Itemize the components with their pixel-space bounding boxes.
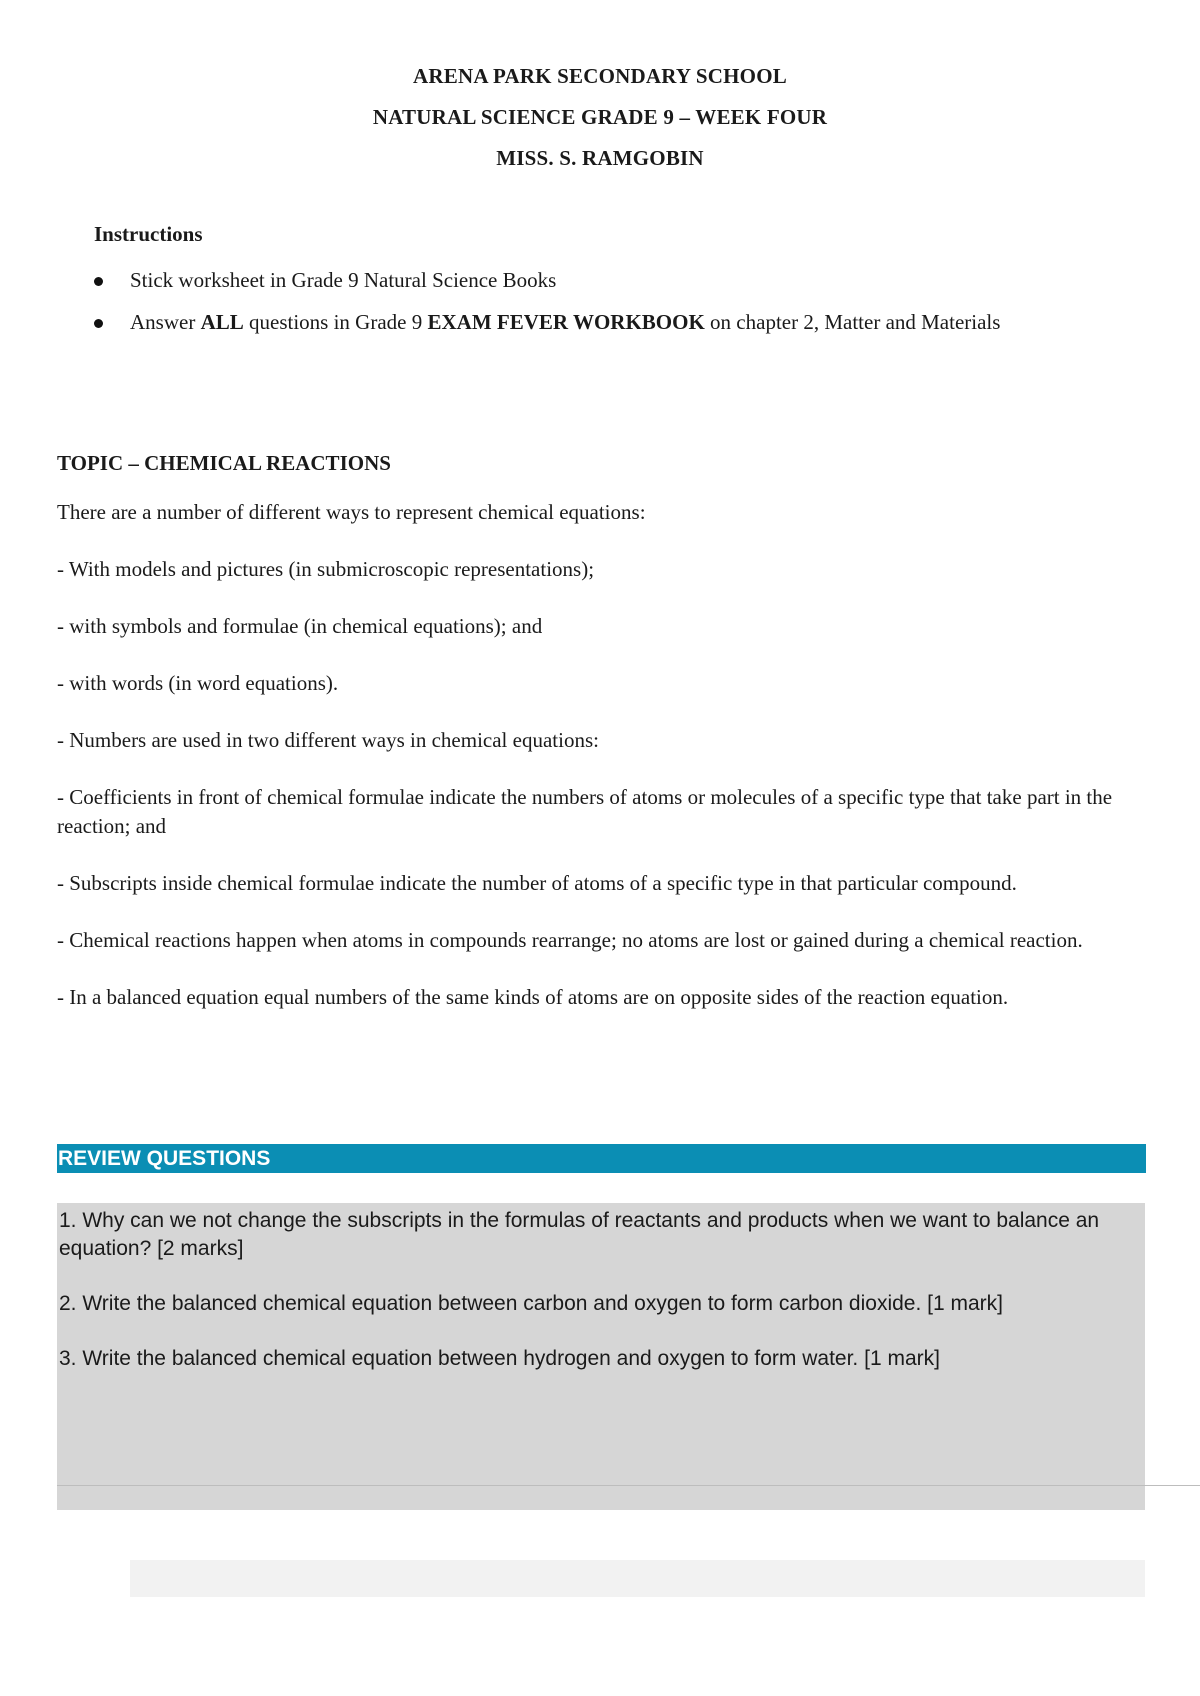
bullet-icon bbox=[94, 277, 103, 286]
document-header bbox=[0, 56, 1200, 179]
topic-paragraph: - Chemical reactions happen when atoms in compounds rearrange; no atoms are lost or gained during a chemical reaction. bbox=[57, 928, 1083, 952]
topic-paragraph: - with words (in word equations). bbox=[57, 671, 339, 695]
instruction-text-pre: Answer bbox=[130, 310, 201, 334]
question-item: 3. Write the balanced chemical equation between hydrogen and oxygen to form water. [1 mark] bbox=[59, 1347, 940, 1370]
subject-title: NATURAL SCIENCE GRADE 9 – WEEK FOUR bbox=[372, 105, 828, 129]
teacher-name: MISS. S. RAMGOBIN bbox=[496, 146, 704, 170]
instruction-text-mid: questions in Grade 9 bbox=[243, 310, 428, 334]
question-item: 1. Why can we not change the subscripts in the formulas of reactants and products when we want to balance an equation? [2 marks] bbox=[59, 1209, 1100, 1260]
bullet-icon bbox=[94, 319, 103, 328]
topic-section bbox=[57, 448, 1147, 1040]
topic-paragraph: - With models and pictures (in submicroscopic representations); bbox=[57, 557, 595, 581]
instruction-item bbox=[94, 259, 1154, 301]
review-questions-heading: REVIEW QUESTIONS bbox=[57, 1144, 1146, 1173]
topic-paragraph: There are a number of different ways to represent chemical equations: bbox=[57, 500, 646, 524]
school-name: ARENA PARK SECONDARY SCHOOL bbox=[413, 64, 787, 88]
review-questions-box bbox=[57, 1203, 1145, 1510]
instructions-section bbox=[94, 222, 1154, 343]
instructions-list bbox=[94, 259, 1154, 343]
instruction-text-post: on chapter 2, Matter and Materials bbox=[704, 310, 1001, 334]
topic-title: TOPIC – CHEMICAL REACTIONS bbox=[57, 451, 391, 475]
topic-paragraph: - Numbers are used in two different ways in chemical equations: bbox=[57, 728, 599, 752]
topic-paragraph: - In a balanced equation equal numbers of the same kinds of atoms are on opposite sides of the reaction equation. bbox=[57, 985, 1009, 1009]
instruction-bold-workbook: EXAM FEVER WORKBOOK bbox=[427, 310, 705, 334]
topic-paragraph: - Subscripts inside chemical formulae indicate the number of atoms of a specific type in that particular compound. bbox=[57, 871, 1017, 895]
instruction-bold-all: ALL bbox=[200, 310, 244, 334]
instructions-title: Instructions bbox=[94, 222, 203, 246]
answer-area bbox=[130, 1560, 1145, 1597]
question-item: 2. Write the balanced chemical equation between carbon and oxygen to form carbon dioxide. [1 mark] bbox=[59, 1292, 1003, 1315]
divider-line bbox=[57, 1485, 1200, 1486]
topic-paragraph: - Coefficients in front of chemical formulae indicate the numbers of atoms or molecules of a specific type that take part in the reaction; and bbox=[57, 785, 1113, 838]
topic-paragraph: - with symbols and formulae (in chemical equations); and bbox=[57, 614, 543, 638]
instruction-text: Stick worksheet in Grade 9 Natural Science Books bbox=[130, 268, 557, 292]
instruction-item bbox=[94, 301, 1154, 343]
